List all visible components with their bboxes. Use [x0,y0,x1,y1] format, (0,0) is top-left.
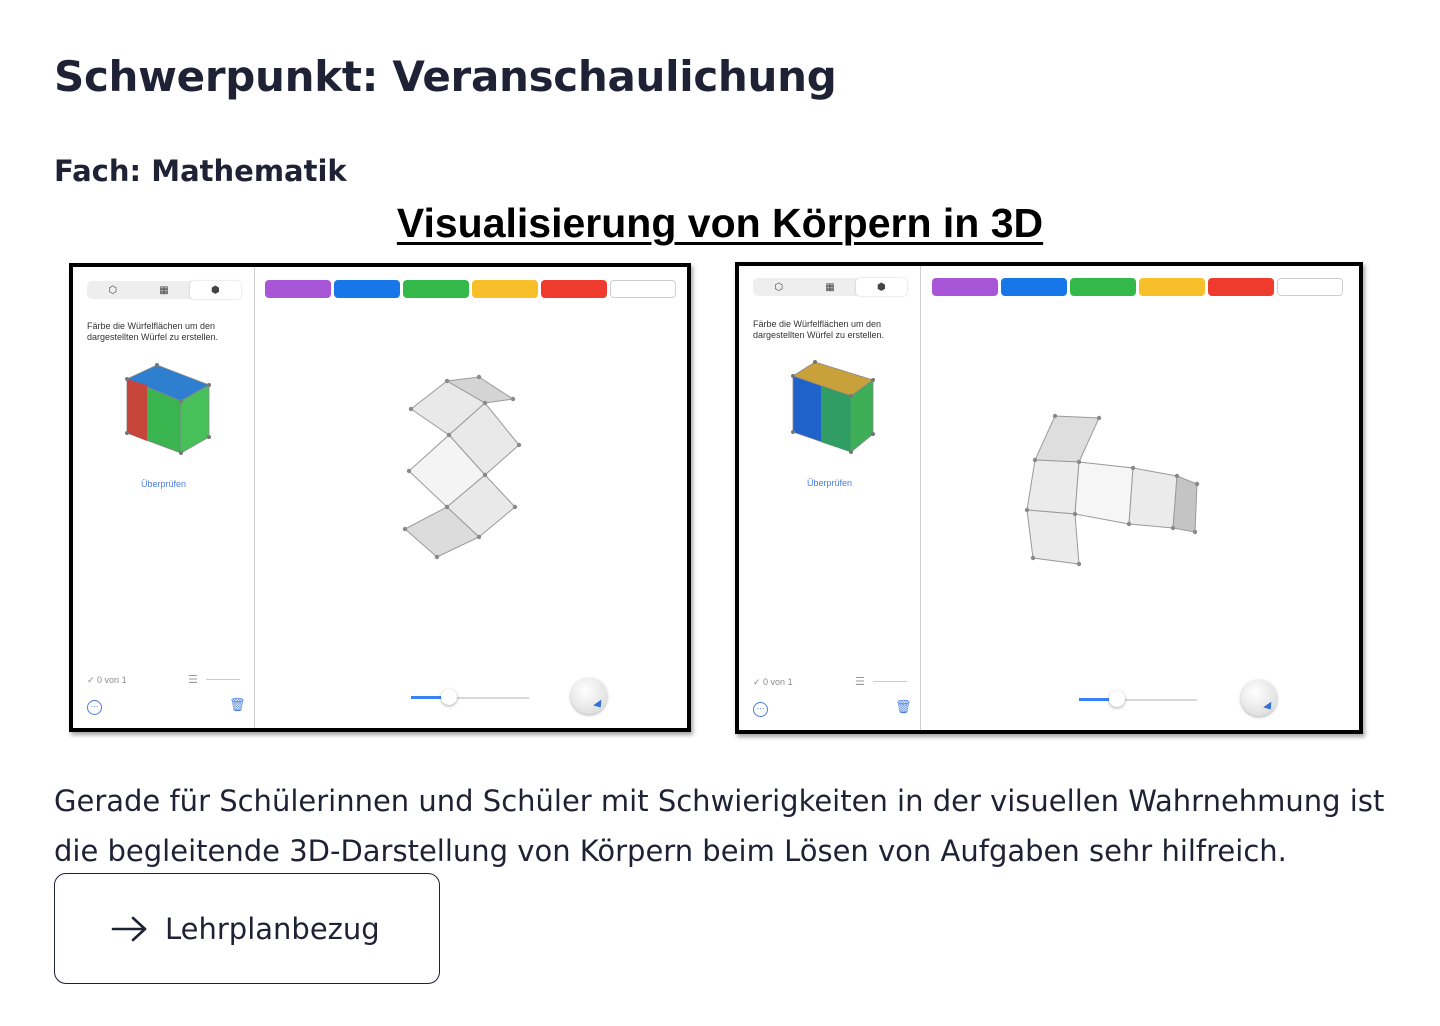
zoom-slider-knob[interactable] [441,689,457,705]
app-screenshot-1 [69,263,691,732]
view-tabs [753,278,907,296]
cube-solid-icon[interactable]: ⬢ [856,278,907,296]
check-link[interactable]: Überprüfen [140,479,187,489]
cube-net [393,367,533,567]
palette-swatch[interactable] [1139,278,1205,296]
score-label: ✓ 0 von 1 [753,677,793,687]
lehrplanbezug-button[interactable] [54,873,440,984]
settings-icon[interactable]: ☰ [188,673,198,686]
zoom-slider-knob[interactable] [1109,691,1125,707]
trash-icon[interactable]: 🗑 [229,698,246,713]
palette-swatch[interactable] [472,280,538,298]
palette-swatch[interactable] [1208,278,1274,296]
color-palette [265,280,676,298]
view-tabs [87,281,241,299]
task-instruction: Färbe die Würfelflächen um den dargestellten Würfel zu erstellen. [753,319,885,340]
page-title: Schwerpunkt: Veranschaulichung [54,52,837,101]
sidebar-panel [73,267,255,728]
grid-icon[interactable]: ▦ [159,284,169,296]
color-palette [932,278,1343,296]
score-text: 0 von 1 [97,675,127,685]
subject-heading: Fach: Mathematik [54,154,347,188]
cube-outline-icon[interactable]: ⬡ [774,281,784,293]
palette-swatch[interactable] [1277,278,1343,296]
app-screenshot-2 [735,262,1363,734]
more-icon[interactable]: ⋯ [87,700,102,715]
cube-3d [119,361,215,461]
palette-swatch[interactable] [265,280,331,298]
divider [206,679,240,680]
grid-icon[interactable]: ▦ [825,281,835,293]
settings-icon[interactable]: ☰ [855,675,865,688]
task-instruction: Färbe die Würfelflächen um den dargestellten Würfel zu erstellen. [87,321,219,342]
trash-icon[interactable]: 🗑 [895,700,912,715]
cube-solid-icon[interactable]: ⬢ [190,281,241,299]
score-text: 0 von 1 [763,677,793,687]
arrow-right-icon [111,915,149,943]
palette-swatch[interactable] [1070,278,1136,296]
palette-swatch[interactable] [541,280,607,298]
palette-swatch[interactable] [334,280,400,298]
rotate-knob[interactable] [1241,680,1277,716]
palette-swatch[interactable] [403,280,469,298]
button-label: Lehrplanbezug [165,911,380,946]
more-icon[interactable]: ⋯ [753,702,768,717]
cube-outline-icon[interactable]: ⬡ [108,284,118,296]
palette-swatch[interactable] [932,278,998,296]
zoom-slider-fill [1079,698,1111,701]
cube-net [1019,410,1209,570]
check-link[interactable]: Überprüfen [806,478,853,488]
divider [873,681,907,682]
zoom-slider-fill [411,696,443,699]
palette-swatch[interactable] [610,280,676,298]
sidebar-panel [739,266,921,730]
body-paragraph: Gerade für Schülerinnen und Schüler mit Schwierigkeiten in der visuellen Wahrnehmung ist die begleitende 3D-Darstellung von Körpern beim Lösen von Aufgaben sehr hilfreich. [54,784,1385,868]
figure-title: Visualisierung von Körpern in 3D [396,200,1044,246]
rotate-knob[interactable] [571,678,607,714]
score-label: ✓ 0 von 1 [87,675,127,685]
cube-3d [785,358,881,458]
palette-swatch[interactable] [1001,278,1067,296]
